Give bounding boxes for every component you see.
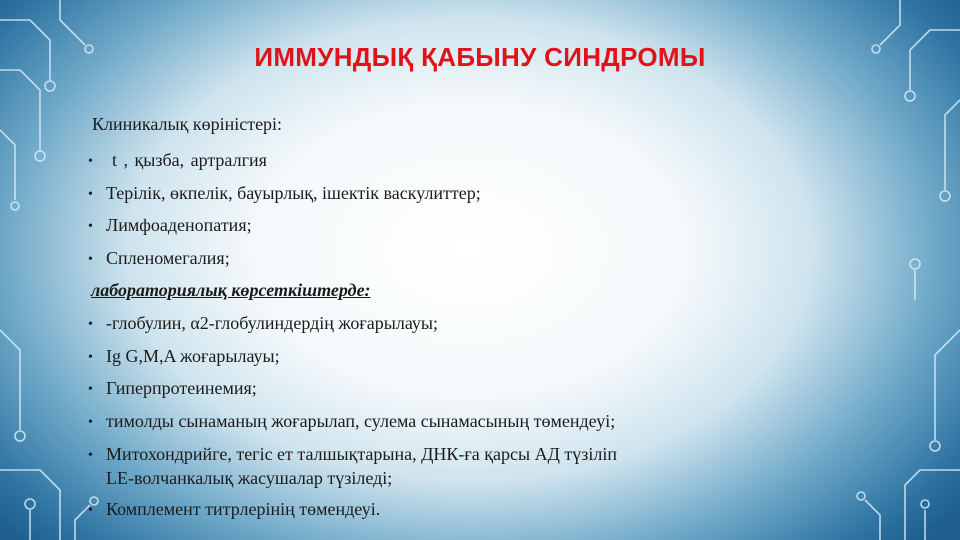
item-text: Терілік, өкпелік, бауырлық, ішектік васкулиттер; — [106, 183, 481, 203]
clinical-heading: Клиникалық көріністері: — [92, 114, 283, 134]
bullet: • — [88, 382, 93, 397]
list-item — [88, 182, 481, 206]
bullet: • — [88, 415, 93, 430]
item-text-continued: LE-волчанкалық жасушалар түзіледі; — [106, 468, 393, 488]
list-item — [88, 247, 230, 271]
list-item — [88, 410, 615, 434]
list-item — [88, 312, 438, 336]
bullet: • — [88, 317, 93, 332]
list-item — [88, 149, 267, 173]
bullet: • — [88, 252, 93, 267]
item-text: Митохондрийге, тегіс ет талшықтарына, ДНК-ға қарсы АД түзіліп — [106, 444, 617, 464]
slide-title: ИММУНДЫҚ ҚАБЫНУ СИНДРОМЫ — [254, 42, 706, 72]
list-item — [88, 498, 380, 522]
list-item — [88, 214, 252, 238]
bullet: • — [88, 219, 93, 234]
item-text: t , қызба, артралгия — [112, 150, 267, 170]
bullet: • — [88, 503, 93, 518]
item-text: Спленомегалия; — [106, 248, 230, 268]
item-text: Лимфоаденопатия; — [106, 215, 252, 235]
list-item — [88, 377, 257, 401]
bullet: • — [88, 154, 93, 169]
bullet: • — [88, 187, 93, 202]
item-text: -глобулин, α2-глобулиндердің жоғарылауы; — [106, 313, 438, 333]
item-text: тимолды сынаманың жоғарылап, сулема сынамасының төмендеуі; — [106, 411, 616, 431]
item-text: Ig G,M,A жоғарылауы; — [106, 346, 280, 366]
list-item — [88, 345, 280, 369]
list-item — [88, 443, 617, 489]
lab-heading: лабораториялық көрсеткіштерде: — [91, 280, 371, 300]
bullet: • — [88, 448, 93, 463]
bullet: • — [88, 350, 93, 365]
item-text: Комплемент титрлерінің төмендеуі. — [106, 499, 381, 519]
item-text: Гиперпротеинемия; — [106, 378, 257, 398]
